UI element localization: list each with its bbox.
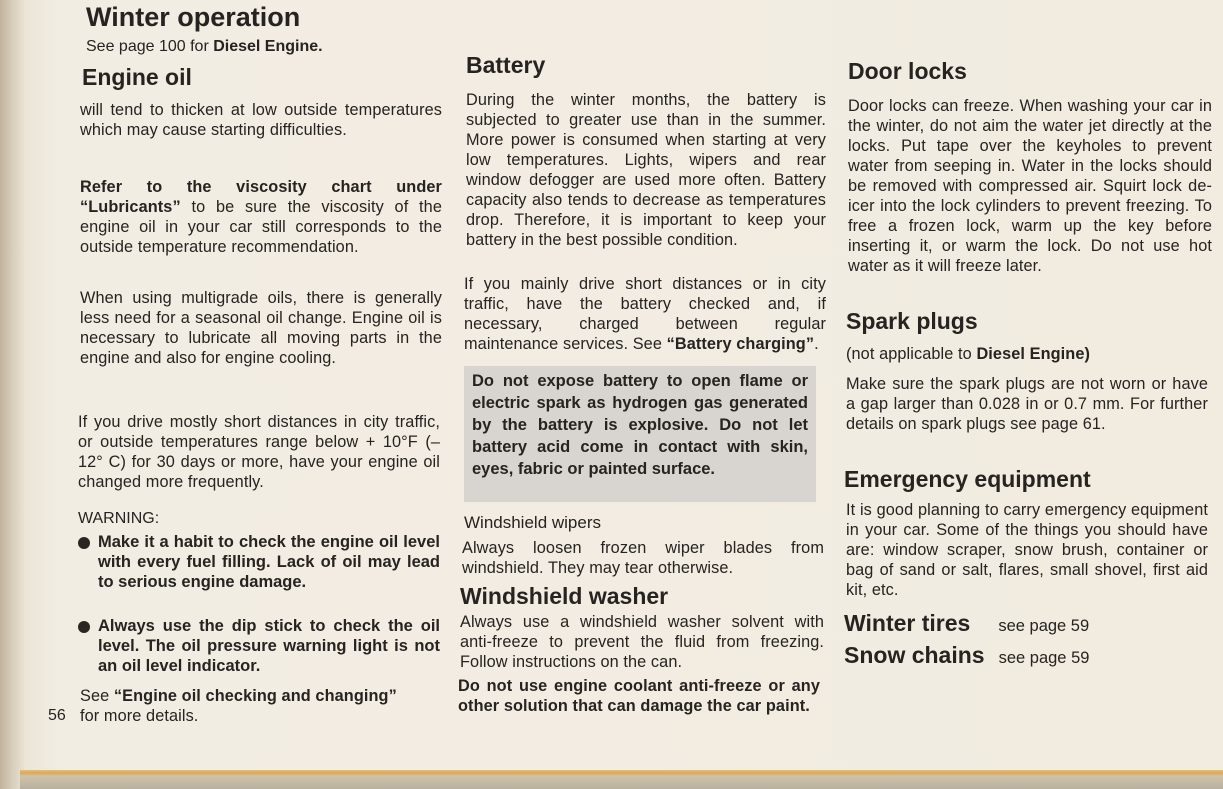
- battery-p2: [464, 274, 826, 354]
- spark-plugs-note: [846, 344, 1210, 364]
- windshield-wipers-text: Always loosen frozen wiper blades from windshield. They may tear otherwise.: [462, 539, 824, 577]
- see-diesel-prefix: See page 100 for: [86, 38, 214, 55]
- warning-bullet-2: [78, 616, 440, 676]
- engine-oil-heading: Engine oil: [82, 64, 192, 90]
- winter-tires-ref: see page 59: [998, 617, 1090, 635]
- see-diesel-bold: Diesel Engine.: [213, 38, 323, 55]
- page-bottom-edge: [20, 770, 1223, 789]
- battery-heading: Battery: [466, 52, 546, 78]
- winter-tires-heading: Winter tires: [844, 610, 971, 636]
- warning-label: WARNING:: [78, 510, 160, 527]
- see-more-bold: “Engine oil checking and changing”: [113, 687, 397, 705]
- door-locks-heading: Door locks: [848, 58, 967, 84]
- battery-p2-text: If you mainly drive short distances or in city traffic, have the battery checked and, if necessary, charged between regular maintenance services. See: [464, 275, 826, 353]
- engine-oil-p1: will tend to thicken at low outside temperatures which may cause starting difficulties.: [80, 101, 442, 139]
- page-number: 56: [48, 707, 66, 724]
- engine-oil-p2-bold: Refer to the viscosity chart under “Lubricants”: [80, 178, 442, 216]
- bullet-icon: [78, 621, 90, 633]
- spark-plugs-note-prefix: (not applicable to: [846, 345, 977, 363]
- battery-warning-text: Do not expose battery to open flame or electric spark as hydrogen gas generated by the battery is explosive. Do not let battery acid come in contact with skin, eyes, fabric or painted surface.: [472, 372, 808, 478]
- bullet-icon: [78, 537, 90, 549]
- warning-bullet-2-text: Always use the dip stick to check the oil level. The oil pressure warning light is not an oil level indicator.: [98, 617, 440, 675]
- page-title: Winter operation: [86, 2, 301, 32]
- engine-oil-p4: If you drive mostly short distances in city traffic, or outside temperatures range below + 10°F (– 12° C) for 30 days or more, have your engine oil changed more frequently.: [78, 413, 440, 491]
- windshield-washer-warning: Do not use engine coolant anti-freeze or any other solution that can damage the car paint.: [458, 677, 820, 715]
- snow-chains-row: [844, 642, 1089, 669]
- spark-plugs-heading: Spark plugs: [846, 308, 978, 334]
- engine-oil-p2: [80, 177, 442, 257]
- snow-chains-heading: Snow chains: [844, 642, 985, 668]
- warning-bullet-1: [78, 532, 440, 592]
- door-locks-text: Door locks can freeze. When washing your car in the winter, do not aim the water jet directly at the locks. Put tape over the keyholes to prevent water from seeping in. Water in the locks should be removed with compressed air. Squirt lock de-icer into the lock cylinders to prevent freezing. To free a frozen lock, warm up the key before inserting it, or warm the lock. Do not use hot water as it will freeze later.: [848, 97, 1212, 275]
- battery-warning-box: [464, 366, 816, 502]
- battery-p2-end: .: [814, 335, 819, 353]
- engine-oil-p3: When using multigrade oils, there is generally less need for a seasonal oil change. Engine oil is necessary to lubricate all moving parts in the engine and also for engine cooling.: [80, 289, 442, 367]
- snow-chains-ref: see page 59: [998, 649, 1090, 667]
- see-more-suffix: for more details.: [80, 707, 199, 725]
- emergency-equipment-heading: Emergency equipment: [844, 466, 1091, 492]
- spark-plugs-note-bold: Diesel Engine): [976, 345, 1091, 363]
- windshield-wipers-heading: Windshield wipers: [464, 513, 601, 532]
- see-more-prefix: See: [80, 687, 114, 705]
- engine-oil-p2-rest: to be sure the viscosity of the engine oil in your car still corresponds to the outside temperature recommendation.: [80, 198, 442, 256]
- see-diesel-note: [86, 38, 323, 56]
- windshield-washer-heading: Windshield washer: [460, 583, 669, 609]
- battery-p2-bold: “Battery charging”: [666, 335, 815, 353]
- warning-bullet-1-text: Make it a habit to check the engine oil level with every fuel filling. Lack of oil may lead to serious engine damage.: [98, 533, 440, 591]
- emergency-equipment-text: It is good planning to carry emergency equipment in your car. Some of the things you should have are: window scraper, snow brush, container or bag of sand or salt, flares, small shovel, first aid kit, etc.: [846, 501, 1208, 599]
- battery-p1: During the winter months, the battery is subjected to greater use than in the summer. More power is consumed when starting at very low temperatures. Lights, wipers and rear window defogger are used more often. Battery capacity also tends to decrease as temperatures drop. Therefore, it is important to keep your battery in the best possible condition.: [466, 91, 826, 249]
- windshield-washer-text: Always use a windshield washer solvent with anti-freeze to prevent the fluid from freezing. Follow instructions on the can.: [460, 613, 824, 671]
- winter-tires-row: [844, 610, 1089, 637]
- spark-plugs-text: Make sure the spark plugs are not worn or have a gap larger than 0.028 in or 0.7 mm. For further details on spark plugs see page 61.: [846, 375, 1208, 433]
- engine-oil-see-more: [80, 686, 442, 726]
- page-binding: [0, 0, 24, 789]
